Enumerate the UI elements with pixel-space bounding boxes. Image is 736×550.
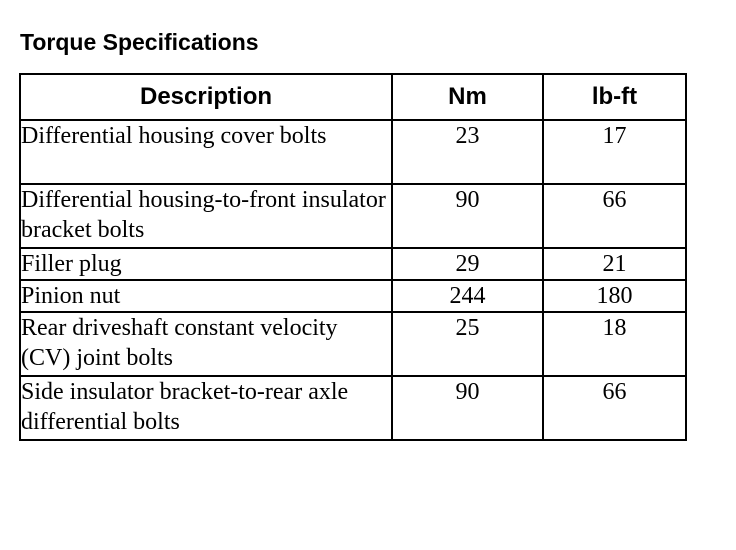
lbft-cell: 180 — [543, 280, 686, 312]
table-row — [20, 184, 686, 248]
table-row — [20, 248, 686, 280]
description-cell: Side insulator bracket-to-rear axle differential bolts — [20, 376, 392, 440]
table-row — [20, 120, 686, 184]
lbft-cell: 66 — [543, 184, 686, 248]
torque-specifications-table — [19, 73, 687, 441]
description-cell: Differential housing-to-front insulator bracket bolts — [20, 184, 392, 248]
description-cell: Filler plug — [20, 248, 392, 280]
nm-cell: 29 — [392, 248, 543, 280]
column-header-lbft: lb-ft — [543, 74, 686, 120]
page-title: Torque Specifications — [20, 29, 259, 55]
nm-cell: 23 — [392, 120, 543, 184]
lbft-cell: 18 — [543, 312, 686, 376]
table-row — [20, 280, 686, 312]
lbft-cell: 66 — [543, 376, 686, 440]
table-row — [20, 312, 686, 376]
column-header-description: Description — [20, 74, 392, 120]
lbft-cell: 21 — [543, 248, 686, 280]
table-row — [20, 376, 686, 440]
description-cell: Rear driveshaft constant velocity (CV) joint bolts — [20, 312, 392, 376]
lbft-cell: 17 — [543, 120, 686, 184]
table-header-row — [20, 74, 686, 120]
nm-cell: 25 — [392, 312, 543, 376]
nm-cell: 90 — [392, 184, 543, 248]
nm-cell: 90 — [392, 376, 543, 440]
nm-cell: 244 — [392, 280, 543, 312]
description-cell: Differential housing cover bolts — [20, 120, 392, 184]
description-cell: Pinion nut — [20, 280, 392, 312]
column-header-nm: Nm — [392, 74, 543, 120]
